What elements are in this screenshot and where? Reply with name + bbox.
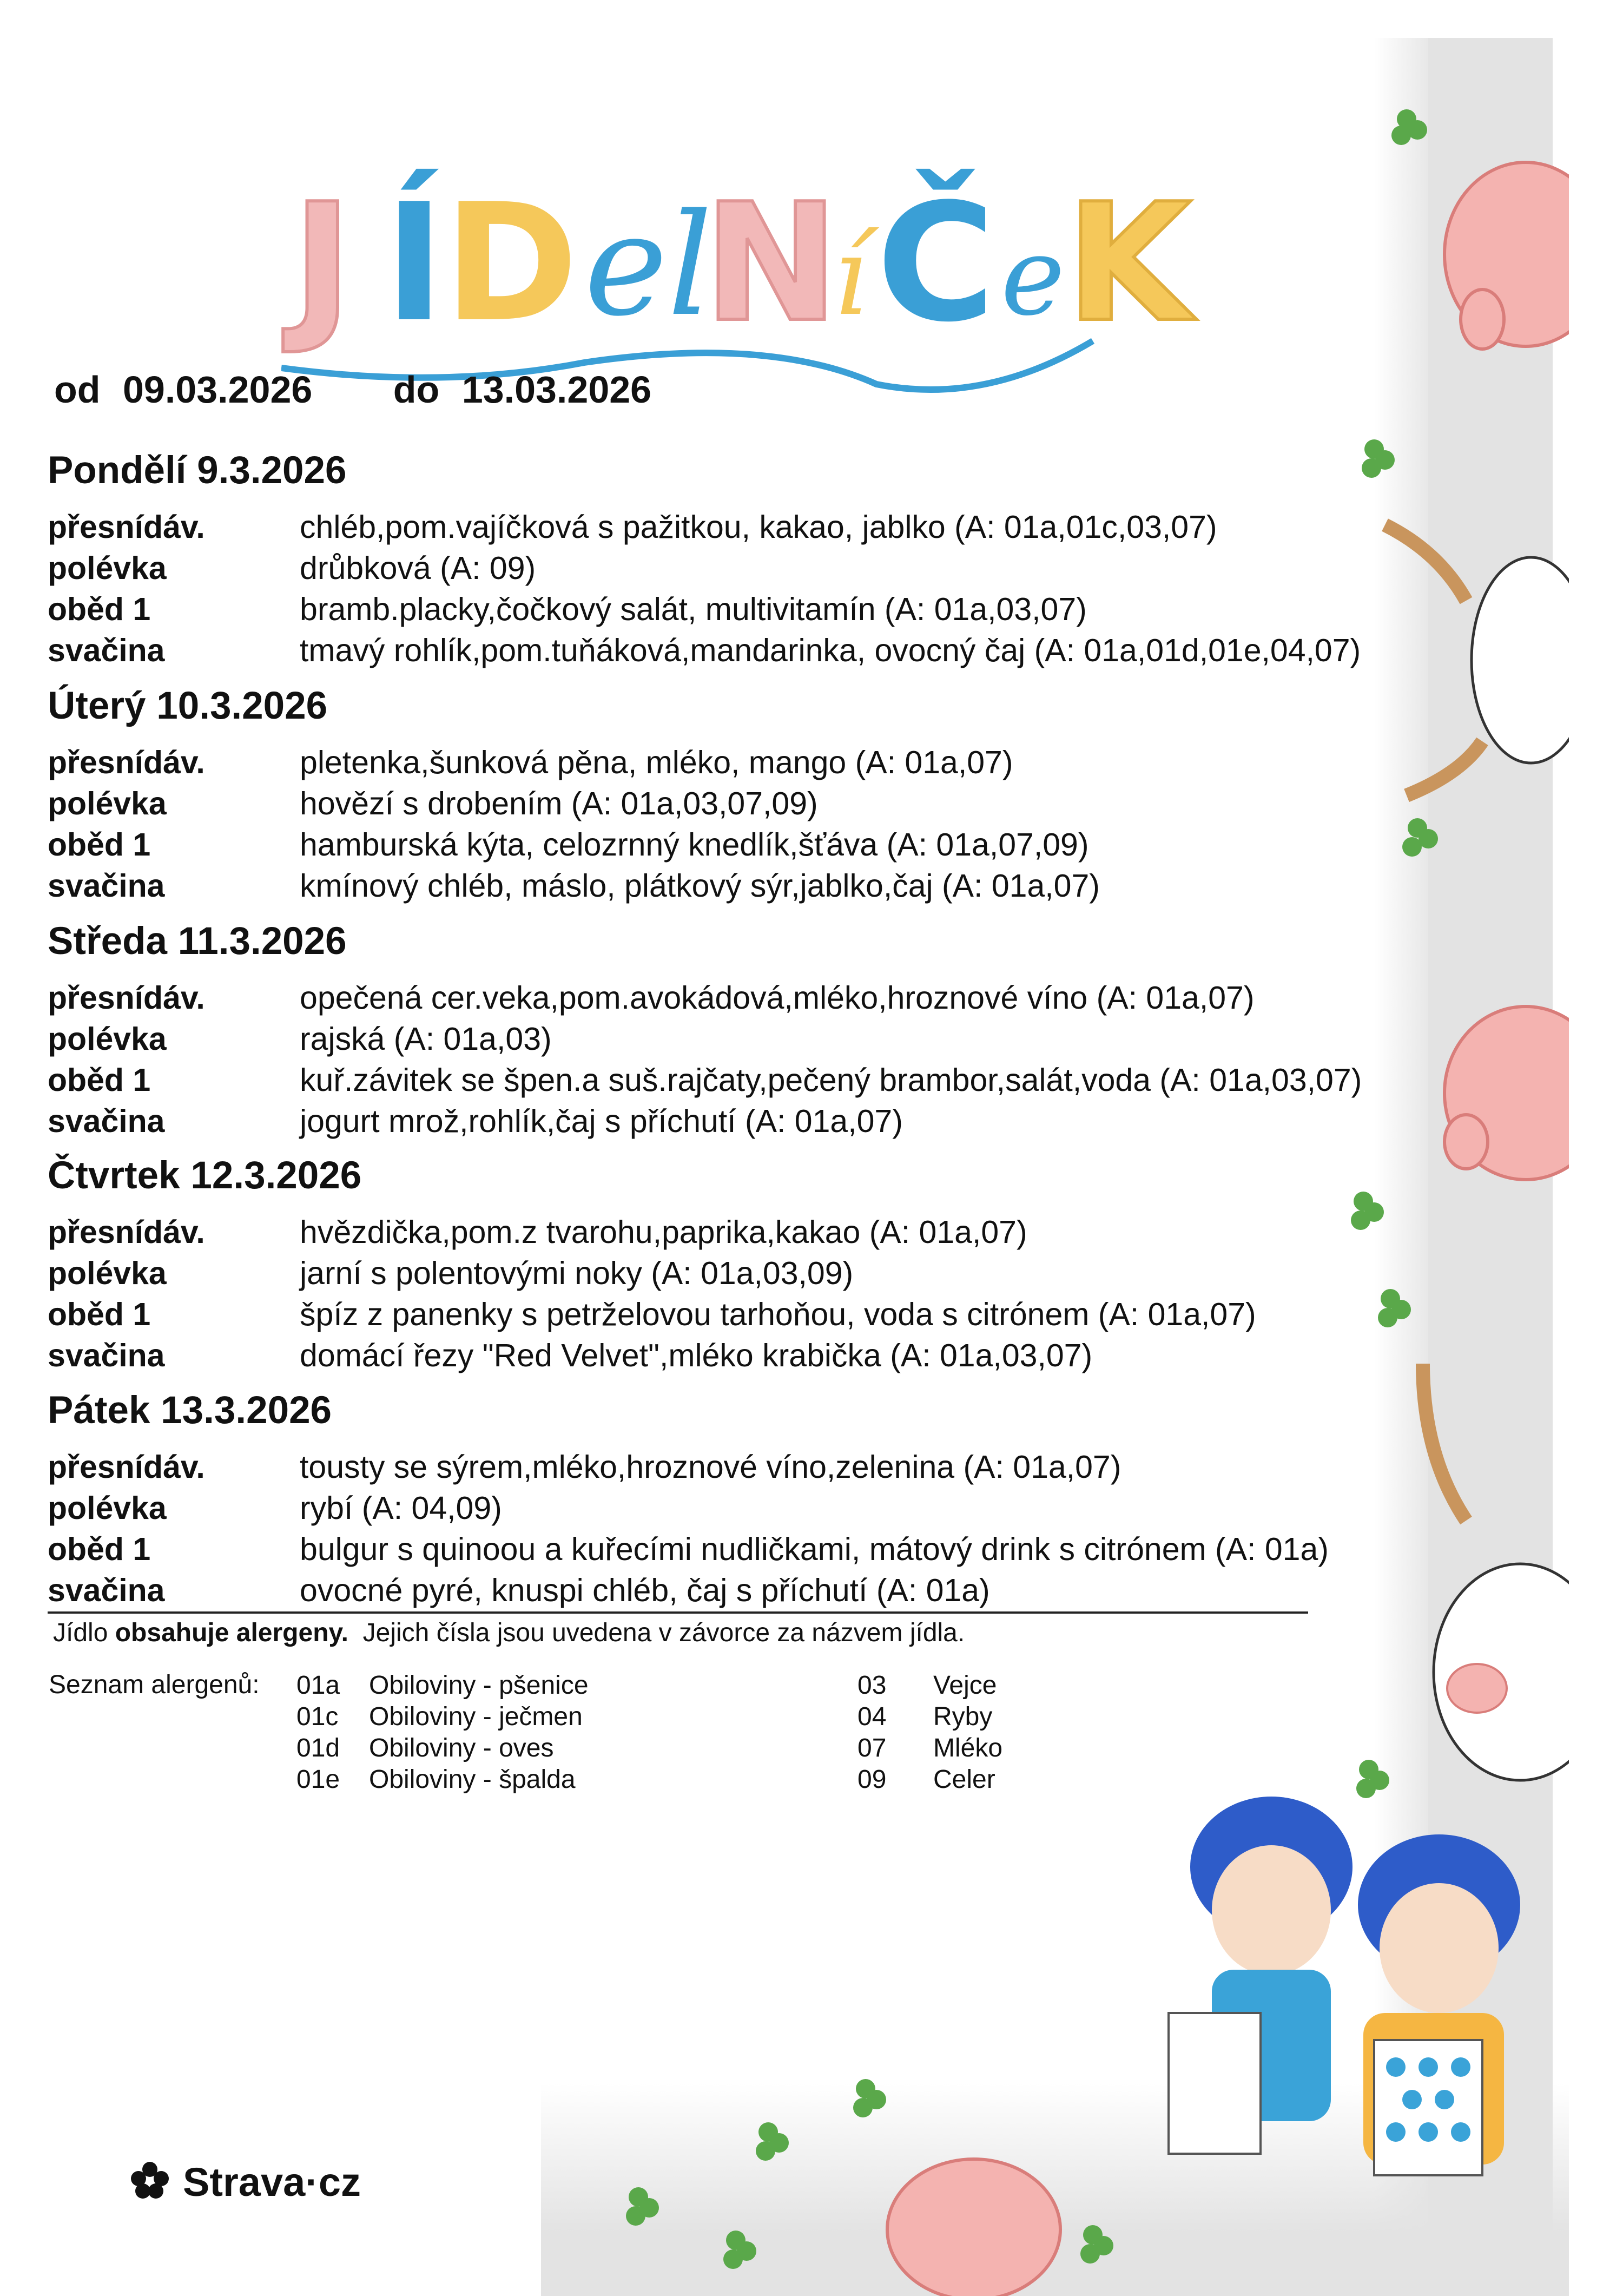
day-section	[48, 1154, 1433, 1376]
meal-text: kuř.závitek se špen.a suš.rajčaty,pečený brambor,salát,voda (A: 01a,03,07)	[300, 1062, 1362, 1098]
meal-label: přesnídáv.	[48, 745, 205, 780]
meal-text: ovocné pyré, knuspi chléb, čaj s příchutí (A: 01a)	[300, 1573, 990, 1608]
day-section	[48, 1389, 1433, 1611]
meal-label: oběd 1	[48, 1297, 151, 1332]
date-to: 13.03.2026	[461, 369, 652, 411]
date-from: 09.03.2026	[122, 369, 313, 411]
allergen-note	[53, 1618, 965, 1648]
allergen-item	[857, 1701, 1002, 1733]
allergen-code: 01c	[296, 1702, 339, 1731]
date-range	[54, 368, 663, 411]
svg-text:Č: Č	[876, 169, 996, 358]
meal-label: svačina	[48, 633, 165, 668]
meal-label: svačina	[48, 1103, 165, 1139]
meal-text: hvězdička,pom.z tvarohu,paprika,kakao (A: 01a,07)	[300, 1214, 1027, 1250]
allergen-name: Obiloviny - špalda	[369, 1765, 576, 1794]
day-section	[48, 449, 1433, 671]
svg-text:í: í	[833, 214, 868, 340]
svg-text:e: e	[1001, 214, 1065, 340]
meal-label: polévka	[48, 1255, 167, 1291]
divider	[48, 1611, 1308, 1614]
allergen-code: 03	[857, 1671, 887, 1700]
meal-row	[48, 589, 1433, 630]
allergen-name: Obiloviny - ječmen	[369, 1702, 583, 1731]
svg-text:el: el	[584, 184, 713, 347]
meal-label: oběd 1	[48, 1062, 151, 1098]
day-section	[48, 920, 1433, 1142]
meal-label: polévka	[48, 1021, 167, 1057]
allergen-code: 04	[857, 1702, 887, 1731]
meal-row	[48, 548, 1433, 589]
allergen-code: 01a	[296, 1671, 340, 1700]
svg-text:D: D	[444, 169, 579, 358]
meal-text: opečená cer.veka,pom.avokádová,mléko,hroznové víno (A: 01a,07)	[300, 980, 1255, 1016]
meal-row	[48, 1018, 1433, 1060]
meal-text: bulgur s quinoou a kuřecími nudličkami, mátový drink s citrónem (A: 01a)	[300, 1531, 1329, 1567]
meal-text: domácí řezy "Red Velvet",mléko krabička (A: 01a,03,07)	[300, 1338, 1093, 1373]
meal-row	[48, 1212, 1433, 1253]
meal-text: jogurt mrož,rohlík,čaj s příchutí (A: 01a,07)	[300, 1103, 903, 1139]
brand-logo-text: Strava·cz	[183, 2160, 361, 2205]
meal-text: špíz z panenky s petrželovou tarhoňou, voda s citrónem (A: 01a,07)	[300, 1297, 1256, 1332]
svg-text:K: K	[1066, 169, 1192, 358]
note-suffix: Jejich čísla jsou uvedena v závorce za názvem jídla.	[348, 1619, 965, 1647]
allergen-code: 01e	[296, 1765, 340, 1794]
meal-label: polévka	[48, 786, 167, 821]
meal-text: drůbková (A: 09)	[300, 550, 536, 586]
svg-text:N: N	[703, 169, 840, 358]
meal-text: tmavý rohlík,pom.tuňáková,mandarinka, ovocný čaj (A: 01a,01d,01e,04,07)	[300, 633, 1361, 668]
date-to-label: do	[393, 369, 440, 411]
meal-label: svačina	[48, 1338, 165, 1373]
meal-label: oběd 1	[48, 1531, 151, 1567]
day-section	[48, 685, 1433, 906]
day-title: Úterý 10.3.2026	[48, 685, 328, 727]
meal-row	[48, 1060, 1433, 1101]
meal-row	[48, 1335, 1433, 1376]
allergen-code: 07	[857, 1734, 887, 1762]
note-bold: obsahuje alergeny.	[115, 1619, 348, 1647]
allergen-list-left	[296, 1670, 589, 1795]
allergen-name: Ryby	[933, 1702, 993, 1731]
meal-row	[48, 824, 1433, 865]
allergen-code: 09	[857, 1765, 887, 1794]
meal-row	[48, 865, 1433, 906]
meal-label: svačina	[48, 868, 165, 904]
meal-label: přesnídáv.	[48, 1214, 205, 1250]
day-title: Středa 11.3.2026	[48, 920, 347, 963]
meal-row	[48, 1529, 1433, 1570]
allergen-item	[857, 1670, 1002, 1701]
allergen-name: Vejce	[933, 1671, 997, 1700]
meal-row	[48, 977, 1433, 1018]
allergen-list-right	[857, 1670, 1002, 1795]
meal-text: rybí (A: 04,09)	[300, 1490, 502, 1526]
meal-text: chléb,pom.vajíčková s pažitkou, kakao, jablko (A: 01a,01c,03,07)	[300, 509, 1217, 545]
meal-row	[48, 783, 1433, 824]
allergen-item	[857, 1764, 1002, 1795]
meal-label: oběd 1	[48, 827, 151, 863]
meal-label: přesnídáv.	[48, 980, 205, 1016]
meal-text: tousty se sýrem,mléko,hroznové víno,zelenina (A: 01a,07)	[300, 1449, 1121, 1485]
day-title: Čtvrtek 12.3.2026	[48, 1154, 362, 1197]
meal-label: oběd 1	[48, 591, 151, 627]
meal-row	[48, 1570, 1433, 1611]
meal-row	[48, 1446, 1433, 1488]
meal-row	[48, 506, 1433, 548]
meal-text: hamburská kýta, celozrnný knedlík,šťáva (A: 01a,07,09)	[300, 827, 1089, 863]
meal-row	[48, 1488, 1433, 1529]
meal-text: kmínový chléb, máslo, plátkový sýr,jablko,čaj (A: 01a,07)	[300, 868, 1100, 904]
allergen-item	[296, 1764, 589, 1795]
allergen-name: Obiloviny - pšenice	[369, 1671, 589, 1700]
allergen-item	[296, 1701, 589, 1733]
meal-label: přesnídáv.	[48, 1449, 205, 1485]
decorative-illustration-bottom	[595, 1786, 1558, 2296]
allergen-code: 01d	[296, 1734, 340, 1762]
meal-row	[48, 742, 1433, 783]
date-from-label: od	[54, 369, 101, 411]
allergen-item	[296, 1670, 589, 1701]
meal-label: polévka	[48, 550, 167, 586]
meal-row	[48, 1294, 1433, 1335]
allergen-list-label: Seznam alergenů:	[49, 1670, 260, 1699]
allergen-name: Obiloviny - oves	[369, 1734, 554, 1762]
meal-text: hovězí s drobením (A: 01a,03,07,09)	[300, 786, 818, 821]
meal-row	[48, 630, 1433, 671]
meal-label: polévka	[48, 1490, 167, 1526]
svg-text:Í: Í	[384, 169, 445, 358]
note-prefix: Jídlo	[53, 1619, 115, 1647]
allergen-item	[857, 1733, 1002, 1764]
meal-row	[48, 1101, 1433, 1142]
allergen-name: Celer	[933, 1765, 995, 1794]
meal-text: pletenka,šunková pěna, mléko, mango (A: 01a,07)	[300, 745, 1013, 780]
meal-text: jarní s polentovými noky (A: 01a,03,09)	[300, 1255, 854, 1291]
svg-text:J: J	[292, 169, 353, 358]
day-title: Pátek 13.3.2026	[48, 1389, 332, 1432]
meal-row	[48, 1253, 1433, 1294]
meal-label: svačina	[48, 1573, 165, 1608]
clover-logo-icon	[130, 2161, 170, 2201]
day-title: Pondělí 9.3.2026	[48, 449, 347, 492]
allergen-item	[296, 1733, 589, 1764]
meal-label: přesnídáv.	[48, 509, 205, 545]
allergen-name: Mléko	[933, 1734, 1003, 1762]
meal-text: rajská (A: 01a,03)	[300, 1021, 552, 1057]
meal-text: bramb.placky,čočkový salát, multivitamín (A: 01a,03,07)	[300, 591, 1087, 627]
